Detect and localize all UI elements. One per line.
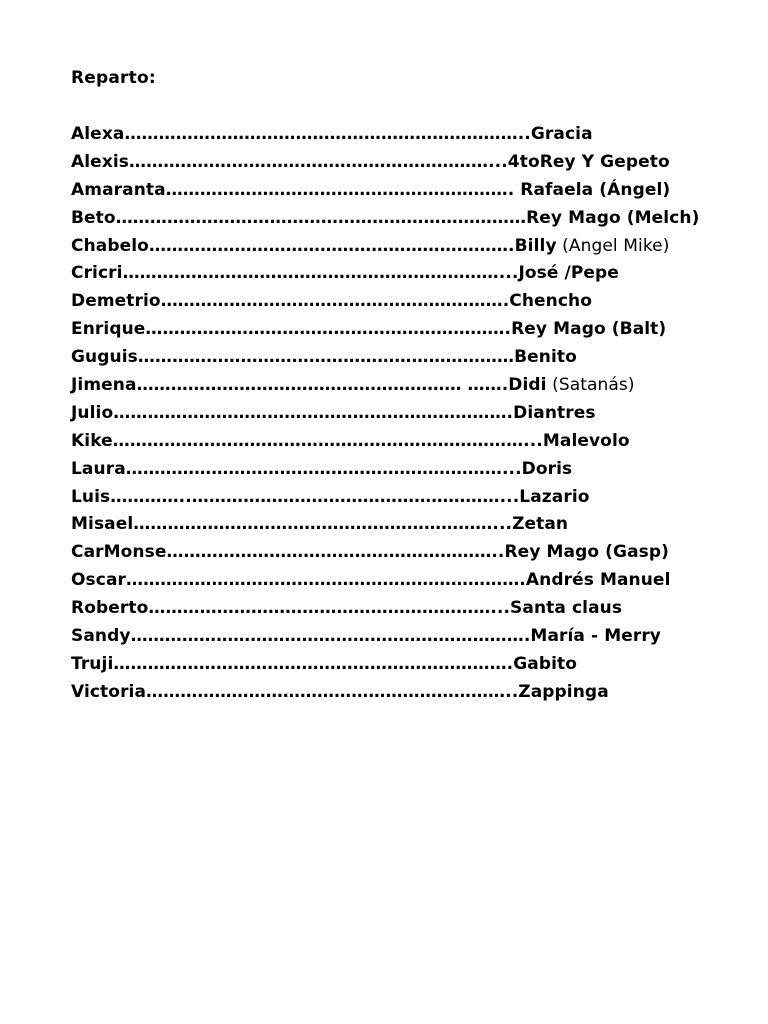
cast-entry: Victoria………………………………………………………..Zappinga: [71, 681, 609, 702]
cast-row: [71, 456, 691, 484]
cast-entry: Beto………………………………………………………………Rey Mago (Melch): [71, 207, 700, 228]
cast-row: [71, 428, 691, 456]
cast-entry: Chabelo……………………………………………………….Billy: [71, 235, 557, 256]
cast-row: [71, 344, 691, 372]
cast-entry: Laura…………………………………………………………...Doris: [71, 458, 573, 479]
cast-entry: Roberto……………………………………………………...Santa claus: [71, 598, 623, 619]
cast-row: [71, 316, 691, 344]
cast-row: [71, 372, 691, 400]
cast-row: [71, 233, 691, 261]
cast-entry: CarMonse…………………………………………………..Rey Mago (Gasp): [71, 542, 670, 563]
cast-row: [71, 177, 691, 205]
cast-note: (Satanás): [546, 375, 635, 396]
cast-row: [71, 539, 691, 567]
cast-entry: Amaranta……………………………………………………. Rafaela (Ángel): [71, 179, 671, 200]
cast-entry: Sandy…………………………………………………………….María - Merry: [71, 626, 661, 647]
cast-row: [71, 511, 691, 539]
page-heading: Reparto:: [71, 68, 156, 88]
cast-entry: Oscar…………………………………………………………….Andrés Manuel: [71, 570, 671, 591]
cast-row: [71, 149, 691, 177]
cast-row: [71, 205, 700, 233]
cast-entry: Alexis………………………………………………………...4toRey Y Gepeto: [71, 151, 670, 172]
cast-note: (Angel Mike): [556, 235, 670, 256]
cast-list: [71, 121, 700, 707]
cast-row: [71, 567, 691, 595]
cast-entry: Luis…………..………………………………………………...Lazario: [71, 486, 590, 507]
cast-entry: Cricri…………………………………………………………...José /Pepe: [71, 263, 619, 284]
cast-row: [71, 651, 691, 679]
cast-row: [71, 288, 691, 316]
cast-entry: Truji…………………………………………………………….Gabito: [71, 653, 578, 674]
cast-row: [71, 121, 691, 149]
cast-entry: Julio…………………………………………………………….Diantres: [71, 402, 596, 423]
cast-entry: Kike………………………………………………………………...Malevolo: [71, 430, 630, 451]
cast-entry: Demetrio…………………………………………………….Chencho: [71, 291, 593, 312]
cast-row: [71, 595, 691, 623]
cast-entry: Misael………………………………………………………...Zetan: [71, 514, 569, 535]
cast-row: [71, 484, 691, 512]
cast-row: [71, 679, 691, 707]
cast-entry: Alexa……………………………………………………………..Gracia: [71, 124, 593, 144]
cast-entry: Enrique……………………………………………………….Rey Mago (Balt): [71, 319, 667, 340]
cast-row: [71, 400, 691, 428]
cast-entry: Guguis…………………………………………………………Benito: [71, 347, 577, 368]
cast-row: [71, 260, 691, 288]
cast-entry: Jimena………………………………………………… …….Didi: [71, 375, 547, 396]
cast-row: [71, 623, 691, 651]
